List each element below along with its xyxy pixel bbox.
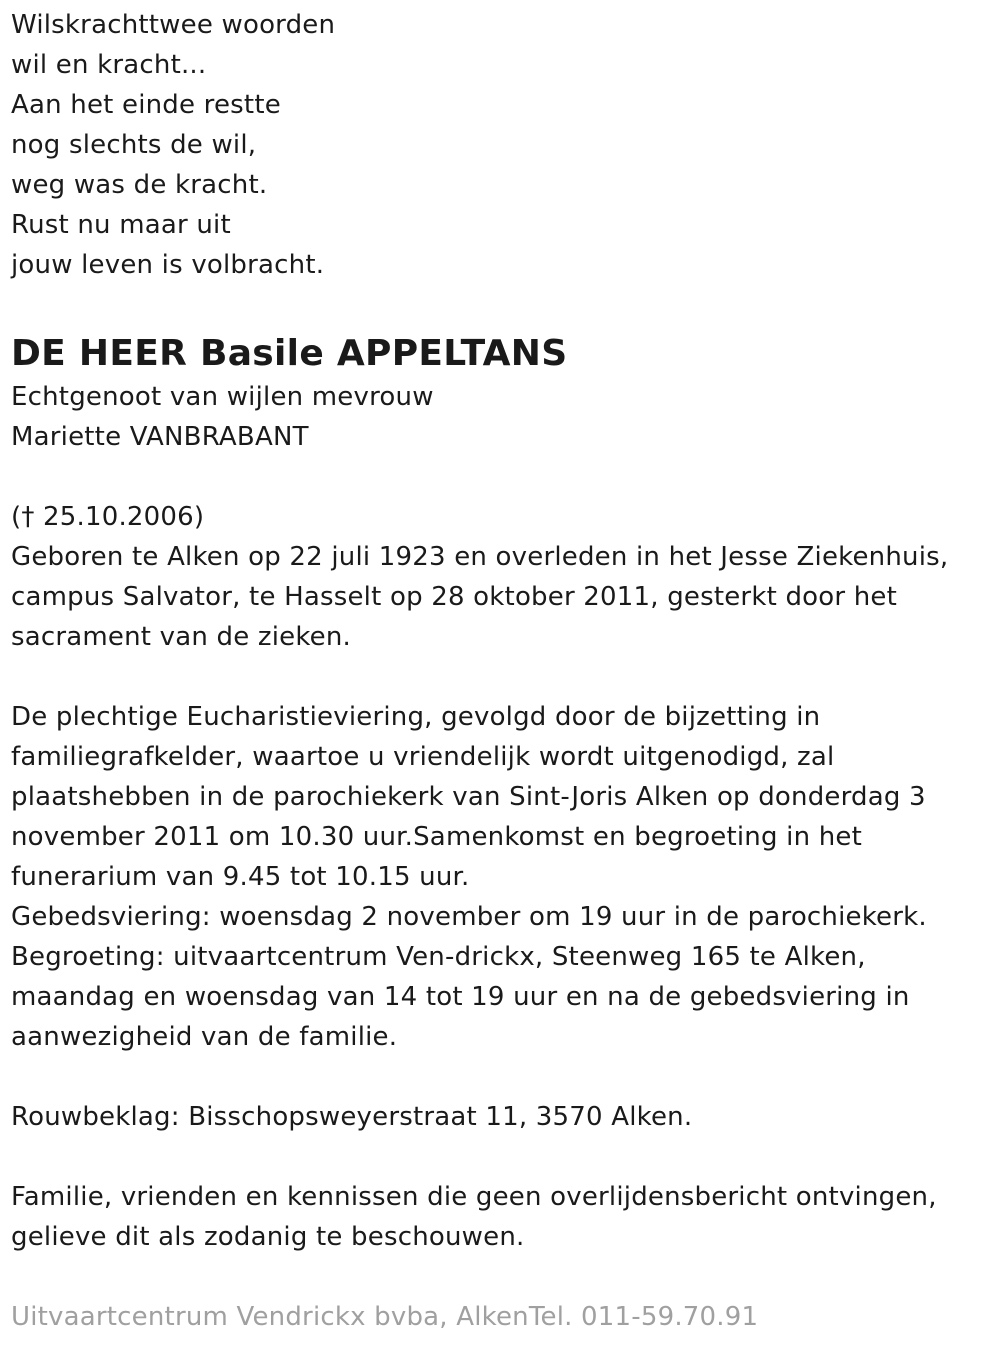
spouse-info <box>11 377 986 457</box>
deceased-name: DE HEER Basile APPELTANS <box>11 333 568 374</box>
poem-line: jouw leven is volbracht. <box>11 250 325 280</box>
poem-line: Aan het einde restte <box>11 90 281 120</box>
spouse-line: Echtgenoot van wijlen mevrouw <box>11 382 434 412</box>
poem-line: Rust nu maar uit <box>11 210 231 240</box>
condolence-address: Rouwbeklag: Bisschopsweyerstraat 11, 3570 Alken. <box>11 1102 693 1132</box>
paragraph-line: november 2011 om 10.30 uur.Samenkomst en begroeting in het <box>11 822 862 852</box>
paragraph-line: campus Salvator, te Hasselt op 28 oktober 2011, gesterkt door het <box>11 582 897 612</box>
poem-line: Wilskrachttwee woorden <box>11 10 336 40</box>
paragraph-line: aanwezigheid van de familie. <box>11 1022 398 1052</box>
paragraph-line: familiegrafkelder, waartoe u vriendelijk wordt uitgenodigd, zal <box>11 742 835 772</box>
birth-death-paragraph <box>11 537 986 657</box>
paragraph-line: Geboren te Alken op 22 juli 1923 en overleden in het Jesse Ziekenhuis, <box>11 542 949 572</box>
poem-line: weg was de kracht. <box>11 170 268 200</box>
funeral-home-footer: Uitvaartcentrum Vendrickx bvba, AlkenTel. 011-59.70.91 <box>11 1302 759 1332</box>
paragraph-line: gelieve dit als zodanig te beschouwen. <box>11 1222 525 1252</box>
spacer <box>11 1257 986 1297</box>
paragraph-line: Gebedsviering: woensdag 2 november om 19 uur in de parochiekerk. <box>11 902 927 932</box>
paragraph-line: sacrament van de zieken. <box>11 622 352 652</box>
paragraph-line: maandag en woensdag van 14 tot 19 uur en na de gebedsviering in <box>11 982 910 1012</box>
paragraph-line: funerarium van 9.45 tot 10.15 uur. <box>11 862 470 892</box>
paragraph-line: Begroeting: uitvaartcentrum Ven-drickx, Steenweg 165 te Alken, <box>11 942 866 972</box>
paragraph-line: plaatshebben in de parochiekerk van Sint-Joris Alken op donderdag 3 <box>11 782 926 812</box>
paragraph-line: Familie, vrienden en kennissen die geen overlijdensbericht ontvingen, <box>11 1182 937 1212</box>
spacer <box>11 1057 986 1097</box>
spouse-death-date: († 25.10.2006) <box>11 502 205 532</box>
obituary-notice <box>11 5 986 1337</box>
spacer <box>11 1137 986 1177</box>
poem-line: nog slechts de wil, <box>11 130 257 160</box>
spacer <box>11 657 986 697</box>
ceremony-paragraph <box>11 697 986 1057</box>
notice-paragraph <box>11 1177 986 1257</box>
spacer <box>11 457 986 497</box>
poem <box>11 5 986 285</box>
spouse-line: Mariette VANBRABANT <box>11 422 309 452</box>
poem-line: wil en kracht... <box>11 50 207 80</box>
paragraph-line: De plechtige Eucharistieviering, gevolgd door de bijzetting in <box>11 702 821 732</box>
